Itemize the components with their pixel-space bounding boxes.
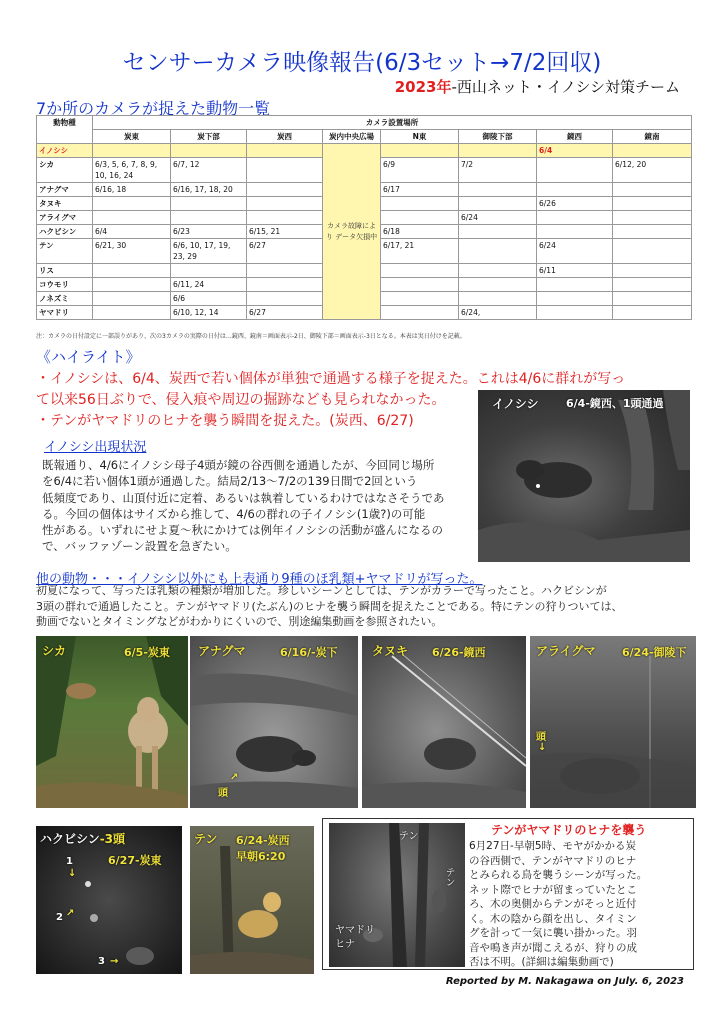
location-header: 炭西: [247, 130, 323, 144]
anaguma-photo: [190, 636, 358, 808]
other-animals-heading: 他の動物・・・イノシシ以外にも上表通り9種のほ乳類+ヤマドリが写った。: [36, 572, 483, 587]
inoshishi-photo-art: [478, 390, 690, 562]
date-cell: 6/24: [459, 211, 537, 225]
date-cell: 6/6: [171, 292, 247, 306]
date-cell: [171, 264, 247, 278]
tanuki-photo-art: [362, 636, 526, 808]
inoshishi-photo: [478, 390, 690, 562]
anaguma-head-marker: 頭: [218, 788, 228, 799]
highlight-heading: 《ハイライト》: [36, 348, 141, 366]
date-cell: 6/18: [381, 225, 459, 239]
animal-name-cell: ノネズミ: [37, 292, 93, 306]
anaguma-photo-info: 6/16/-炭下: [280, 646, 338, 659]
date-cell: [459, 183, 537, 197]
team-name: -西山ネット・イノシシ対策チーム: [451, 78, 680, 96]
body-line: で、バッファゾーン設置を急ぎたい。: [42, 539, 237, 554]
date-cell: [381, 292, 459, 306]
body-line: 性がある。いずれにせよ夏～秋にかけては例年イノシシの活動が盛んになるの: [42, 523, 444, 538]
date-cell: [381, 197, 459, 211]
date-cell: 6/4: [537, 144, 613, 158]
date-cell: 6/11, 24: [171, 278, 247, 292]
arrow-icon: ↓: [538, 742, 547, 753]
body-line: ネット際でヒナが留まっていたとこ: [469, 883, 637, 896]
date-cell: [537, 183, 613, 197]
body-line: く。木の陰から顔を出し、タイミン: [469, 912, 637, 925]
date-cell: 6/23: [171, 225, 247, 239]
ten-photo-label: テン: [194, 832, 218, 846]
date-cell: [613, 306, 692, 320]
date-cell: [381, 144, 459, 158]
date-cell: [459, 225, 537, 239]
hakubishin-photo-info: 6/27-炭東: [108, 854, 162, 867]
hakubishin-marker-2: 2: [56, 912, 63, 923]
animal-name-cell: ハクビシン: [37, 225, 93, 239]
date-cell: [613, 211, 692, 225]
ten-hunt-photo: [329, 823, 465, 967]
date-cell: [381, 278, 459, 292]
date-cell: [537, 225, 613, 239]
date-cell: [613, 197, 692, 211]
shika-photo: [36, 636, 188, 808]
hakubishin-photo-label: [40, 830, 125, 847]
corner-header: 動物種: [37, 116, 93, 144]
highlight-line: ・テンがヤマドリのヒナを襲う瞬間を捉えた。(炭西、6/27): [36, 413, 414, 429]
date-cell: [537, 306, 613, 320]
date-cell: [247, 211, 323, 225]
body-line: る。今回の個体はサイズから推して、4/6の群れの子イノシシ(1歳?)の可能: [42, 506, 426, 521]
araiguma-head-marker: 頭: [536, 732, 546, 743]
date-cell: 6/10, 12, 14: [171, 306, 247, 320]
hakubishin-marker-1: 1: [66, 856, 73, 867]
anaguma-photo-label: アナグマ: [198, 644, 246, 658]
location-header: 鏡南: [613, 130, 692, 144]
highlight-line: ・イノシシは、6/4、炭西で若い個体が単独で通過する様子を捉えた。これは4/6に群れが写っ: [36, 371, 626, 387]
date-cell: [459, 292, 537, 306]
ten-hunt-hina-label: ヒナ: [335, 939, 355, 950]
hakubishin-count: -3頭: [99, 832, 126, 846]
date-cell: [93, 306, 171, 320]
location-group-header: カメラ設置場所: [93, 116, 692, 130]
date-cell: [459, 239, 537, 264]
date-cell: [613, 144, 692, 158]
inoshishi-photo-label: イノシシ: [492, 397, 539, 411]
date-cell: [247, 292, 323, 306]
araiguma-photo-art: [530, 636, 696, 808]
date-cell: 6/17: [381, 183, 459, 197]
report-subtitle: [395, 76, 680, 97]
date-cell: [459, 278, 537, 292]
date-cell: 6/4: [93, 225, 171, 239]
story-body: [469, 839, 691, 970]
body-line: の谷西側で、テンがヤマドリのヒナ: [469, 854, 637, 867]
arrow-icon: →: [110, 956, 119, 967]
arrow-icon: ↓: [68, 868, 77, 879]
location-header: 炭東: [93, 130, 171, 144]
location-header: 御陵下部: [459, 130, 537, 144]
ten-hunt-story: [322, 818, 694, 970]
location-header: 鏡西: [537, 130, 613, 144]
date-cell: [613, 225, 692, 239]
ten-hunt-ten-label: テン: [399, 831, 419, 842]
body-line: 否は不明。(詳細は編集動画で): [469, 956, 614, 968]
date-cell: 6/3, 5, 6, 7, 8, 9, 10, 16, 24: [93, 158, 171, 183]
date-cell: [381, 264, 459, 278]
date-cell: 6/6, 10, 17, 19, 23, 29: [171, 239, 247, 264]
body-line: ろ、木の奥側からテンがそっと近付: [469, 898, 637, 910]
date-cell: [459, 144, 537, 158]
araiguma-photo-label: アライグマ: [536, 644, 596, 658]
location-header: N東: [381, 130, 459, 144]
tanuki-photo: [362, 636, 526, 808]
date-cell: 6/15, 21: [247, 225, 323, 239]
animal-name-cell: リス: [37, 264, 93, 278]
arrow-icon: ↗: [66, 908, 75, 919]
araiguma-photo-info: 6/24-御陵下: [622, 646, 687, 659]
tanuki-photo-label: タヌキ: [372, 644, 409, 658]
hakubishin-marker-3: 3: [98, 956, 105, 967]
inoshishi-photo-info: 6/4-鏡西、1頭通過: [566, 397, 664, 410]
date-cell: [459, 264, 537, 278]
date-cell: [247, 264, 323, 278]
date-cell: 6/17, 21: [381, 239, 459, 264]
date-cell: [247, 183, 323, 197]
date-cell: 6/9: [381, 158, 459, 183]
date-cell: [171, 144, 247, 158]
date-cell: 6/16, 18: [93, 183, 171, 197]
inoshishi-heading: イノシシ出現状況: [44, 440, 147, 455]
date-cell: 6/12, 20: [613, 158, 692, 183]
date-cell: 6/24,: [459, 306, 537, 320]
highlight-line: て以来56日ぶりで、侵入痕や周辺の掘跡なども見られなかった。: [36, 392, 446, 408]
date-cell: [93, 264, 171, 278]
date-cell: [459, 197, 537, 211]
date-cell: [537, 158, 613, 183]
animal-name-cell: ヤマドリ: [37, 306, 93, 320]
ten-photo-info: 6/24-炭西: [236, 834, 290, 847]
animal-name-cell: シカ: [37, 158, 93, 183]
date-cell: [613, 264, 692, 278]
date-cell: [613, 239, 692, 264]
date-cell: [93, 292, 171, 306]
date-cell: [247, 144, 323, 158]
body-line: とみられる鳥を襲うシーンが写った。: [469, 869, 648, 881]
date-cell: [93, 144, 171, 158]
other-animals-body: [36, 583, 696, 630]
body-line: 低頻度であり、山頂付近に定着、あるいは執着しているわけではなさそうであ: [42, 490, 445, 505]
page-title: センサーカメラ映像報告(6/3セット→7/2回収): [122, 50, 602, 76]
date-cell: [613, 183, 692, 197]
date-cell: [247, 278, 323, 292]
date-cell: [613, 292, 692, 306]
body-line: 動画でないとタイミングなどがわかりにくいので、別途編集動画を参照されたい。: [36, 615, 443, 628]
date-cell: [537, 211, 613, 225]
animal-name-cell: アライグマ: [37, 211, 93, 225]
animal-name-cell: タヌキ: [37, 197, 93, 211]
animal-name-cell: コウモリ: [37, 278, 93, 292]
date-cell: 6/11: [537, 264, 613, 278]
ten-photo-time: 早朝6:20: [236, 850, 286, 863]
body-line: 初夏になって、写ったほ乳類の種類が増加した。珍しいシーンとしては、テンがカラーで写ったこと。ハクビシンが: [36, 584, 607, 597]
shika-photo-label: シカ: [42, 644, 67, 658]
animal-table: [36, 115, 692, 320]
araiguma-photo: [530, 636, 696, 808]
ten-hunt-yamadori-label: ヤマドリ: [335, 925, 375, 936]
body-line: 3頭の群れで通過したこと。テンがヤマドリ(たぶん)のヒナを襲う瞬間を捉えたことである。特にテンの狩りついては、: [36, 599, 623, 613]
ten-photo: [190, 826, 314, 974]
body-line: を6/4に若い個体1頭が通過した。結局2/13～7/2の139日間で2回という: [42, 474, 418, 489]
hakubishin-photo: [36, 826, 182, 974]
date-cell: 6/26: [537, 197, 613, 211]
date-cell: [247, 197, 323, 211]
date-cell: 6/21, 30: [93, 239, 171, 264]
inoshishi-body: [42, 457, 474, 555]
shika-photo-info: 6/5-炭東: [124, 646, 170, 659]
story-title: テンがヤマドリのヒナを襲う: [491, 823, 647, 837]
anaguma-photo-art: [190, 636, 358, 808]
date-cell: [171, 197, 247, 211]
body-line: 既報通り、4/6にイノシシ母子4頭が鏡の谷西側を通過したが、今回同じ場所: [42, 458, 435, 472]
table-footnote: 注：カメラの日付設定に一部誤りがあり、次の3カメラの実際の日付は…鏡西、鏡南＝画面表示-2日、御陵下部＝画面表示-3日となる。本表は実日付けを記載。: [36, 333, 466, 340]
date-cell: [613, 278, 692, 292]
date-cell: [93, 211, 171, 225]
animal-name-cell: テン: [37, 239, 93, 264]
body-line: 音や鳴き声が聞こえるが、狩りの成: [469, 941, 637, 954]
date-cell: [381, 306, 459, 320]
date-cell: 6/24: [537, 239, 613, 264]
date-cell: [171, 211, 247, 225]
date-cell: [537, 278, 613, 292]
ten-hunt-ten-label-2: テン: [443, 867, 454, 887]
date-cell: 6/7, 12: [171, 158, 247, 183]
location-header: 炭内中央広場: [323, 130, 381, 144]
date-cell: 6/16, 17, 18, 20: [171, 183, 247, 197]
broken-camera-cell: カメラ故障により データ欠損中: [323, 144, 381, 320]
date-cell: [93, 278, 171, 292]
date-cell: 6/27: [247, 239, 323, 264]
date-cell: [93, 197, 171, 211]
arrow-icon: ↗: [230, 772, 239, 783]
tanuki-photo-info: 6/26-鏡西: [432, 646, 486, 659]
location-header: 炭下部: [171, 130, 247, 144]
animal-name-cell: アナグマ: [37, 183, 93, 197]
shika-photo-art: [36, 636, 188, 808]
table-section-heading: 7か所のカメラが捉えた動物一覧: [36, 99, 271, 118]
table-row: [37, 144, 692, 158]
body-line: 6月27日-早朝5時、モヤがかかる炭: [469, 840, 637, 852]
body-line: グを計って一気に襲い掛かった。羽: [469, 927, 637, 939]
date-cell: [247, 158, 323, 183]
date-cell: 7/2: [459, 158, 537, 183]
animal-name-cell: イノシシ: [37, 144, 93, 158]
date-cell: [381, 211, 459, 225]
date-cell: 6/27: [247, 306, 323, 320]
report-year: 2023年: [394, 78, 452, 96]
date-cell: [537, 292, 613, 306]
hakubishin-photo-art: [36, 826, 182, 974]
hakubishin-animal: ハクビシン: [40, 832, 100, 846]
report-credit: Reported by M. Nakagawa on July. 6, 2023: [445, 976, 684, 987]
